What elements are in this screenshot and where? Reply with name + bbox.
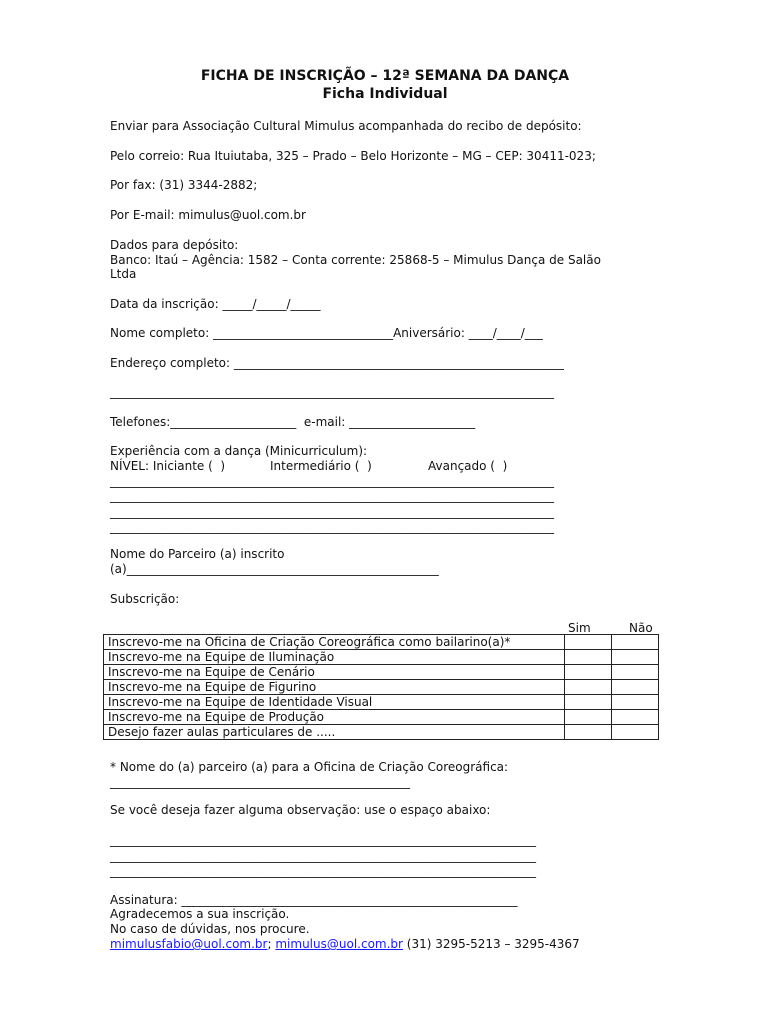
observation-label: Se você deseja fazer alguma observação: use o espaço abaixo: [110,803,491,817]
yes-box[interactable] [565,725,612,740]
no-box[interactable] [612,650,659,665]
option-label: Inscrevo-me na Equipe de Produção [104,710,565,725]
table-row [104,635,659,650]
page-title: FICHA DE INSCRIÇÃO – 12ª SEMANA DA DANÇA [200,68,570,84]
partner-label: Nome do Parceiro (a) inscrito [110,547,285,561]
observation-line: _______________________________________________________________________ [110,833,536,847]
option-label: Inscrevo-me na Equipe de Identidade Visual [104,695,565,710]
option-label: Inscrevo-me na Equipe de Cenário [104,665,565,680]
deposit-label: Dados para depósito: [110,238,239,252]
experience-line: __________________________________________________________________________ [110,474,554,488]
contact-phone: (31) 3295-5213 – 3295-4367 [402,937,580,951]
yes-box[interactable] [565,650,612,665]
partner-note: * Nome do (a) parceiro (a) para a Oficina de Criação Coreográfica: [110,760,509,774]
yes-box[interactable] [565,665,612,680]
fax-text: Por fax: (31) 3344-2882; [110,178,258,192]
no-box[interactable] [612,680,659,695]
no-box[interactable] [612,710,659,725]
partner-field: (a)____________________________________________________ [110,562,439,576]
doubts-text: No caso de dúvidas, nos procure. [110,922,310,936]
observation-line: _______________________________________________________________________ [110,864,536,878]
no-box[interactable] [612,725,659,740]
observation-line: _______________________________________________________________________ [110,849,536,863]
page-subtitle: Ficha Individual [322,86,448,102]
send-to-text: Enviar para Associação Cultural Mimulus acompanhada do recibo de depósito: [110,119,582,133]
no-box[interactable] [612,635,659,650]
name-field: Nome completo: ______________________________Aniversário: ____/____/___ [110,326,543,340]
option-label: Inscrevo-me na Oficina de Criação Coreográfica como bailarino(a)* [104,635,565,650]
mail-address-text: Pelo correio: Rua Ituiutaba, 325 – Prado – Belo Horizonte – MG – CEP: 30411-023; [110,149,596,163]
table-row [104,680,659,695]
option-label: Inscrevo-me na Equipe de Figurino [104,680,565,695]
email-text: Por E-mail: mimulus@uol.com.br [110,208,306,222]
partner-note-line: __________________________________________________ [110,775,410,789]
contact-line [110,937,580,952]
thanks-text: Agradecemos a sua inscrição. [110,907,290,921]
table-row [104,695,659,710]
level-advanced: Avançado ( ) [428,459,508,473]
contact-email-link[interactable]: mimulus@uol.com.br [275,937,403,951]
table-row [104,650,659,665]
table-row [104,665,659,680]
option-label: Desejo fazer aulas particulares de ..... [104,725,565,740]
deposit-details: Banco: Itaú – Agência: 1582 – Conta corrente: 25868-5 – Mimulus Dança de Salão [110,253,601,267]
level-beginner: NÍVEL: Iniciante ( ) [110,459,226,473]
subscription-table [103,634,659,740]
signature-field: Assinatura: ________________________________________________________ [110,893,518,907]
experience-line: __________________________________________________________________________ [110,489,554,503]
experience-label: Experiência com a dança (Minicurriculum): [110,444,368,458]
deposit-details-cont: Ltda [110,267,137,281]
yes-box[interactable] [565,695,612,710]
no-box[interactable] [612,695,659,710]
phones-email-field: Telefones:_____________________ e-mail: _____________________ [110,415,476,429]
address-field-cont: __________________________________________________________________________ [110,385,554,399]
yes-box[interactable] [565,680,612,695]
col-no-header: Não [629,621,653,635]
col-yes-header: Sim [568,621,591,635]
contact-email-link[interactable]: mimulusfabio@uol.com.br [110,937,268,951]
table-row [104,710,659,725]
no-box[interactable] [612,665,659,680]
date-field: Data da inscrição: _____/_____/_____ [110,297,321,311]
table-row [104,725,659,740]
option-label: Inscrevo-me na Equipe de Iluminação [104,650,565,665]
level-intermediate: Intermediário ( ) [270,459,372,473]
experience-line: __________________________________________________________________________ [110,505,554,519]
subscription-label: Subscrição: [110,592,180,606]
experience-line: __________________________________________________________________________ [110,520,554,534]
address-field: Endereço completo: _______________________________________________________ [110,356,564,370]
yes-box[interactable] [565,710,612,725]
yes-box[interactable] [565,635,612,650]
contact-separator: ; [267,937,272,951]
